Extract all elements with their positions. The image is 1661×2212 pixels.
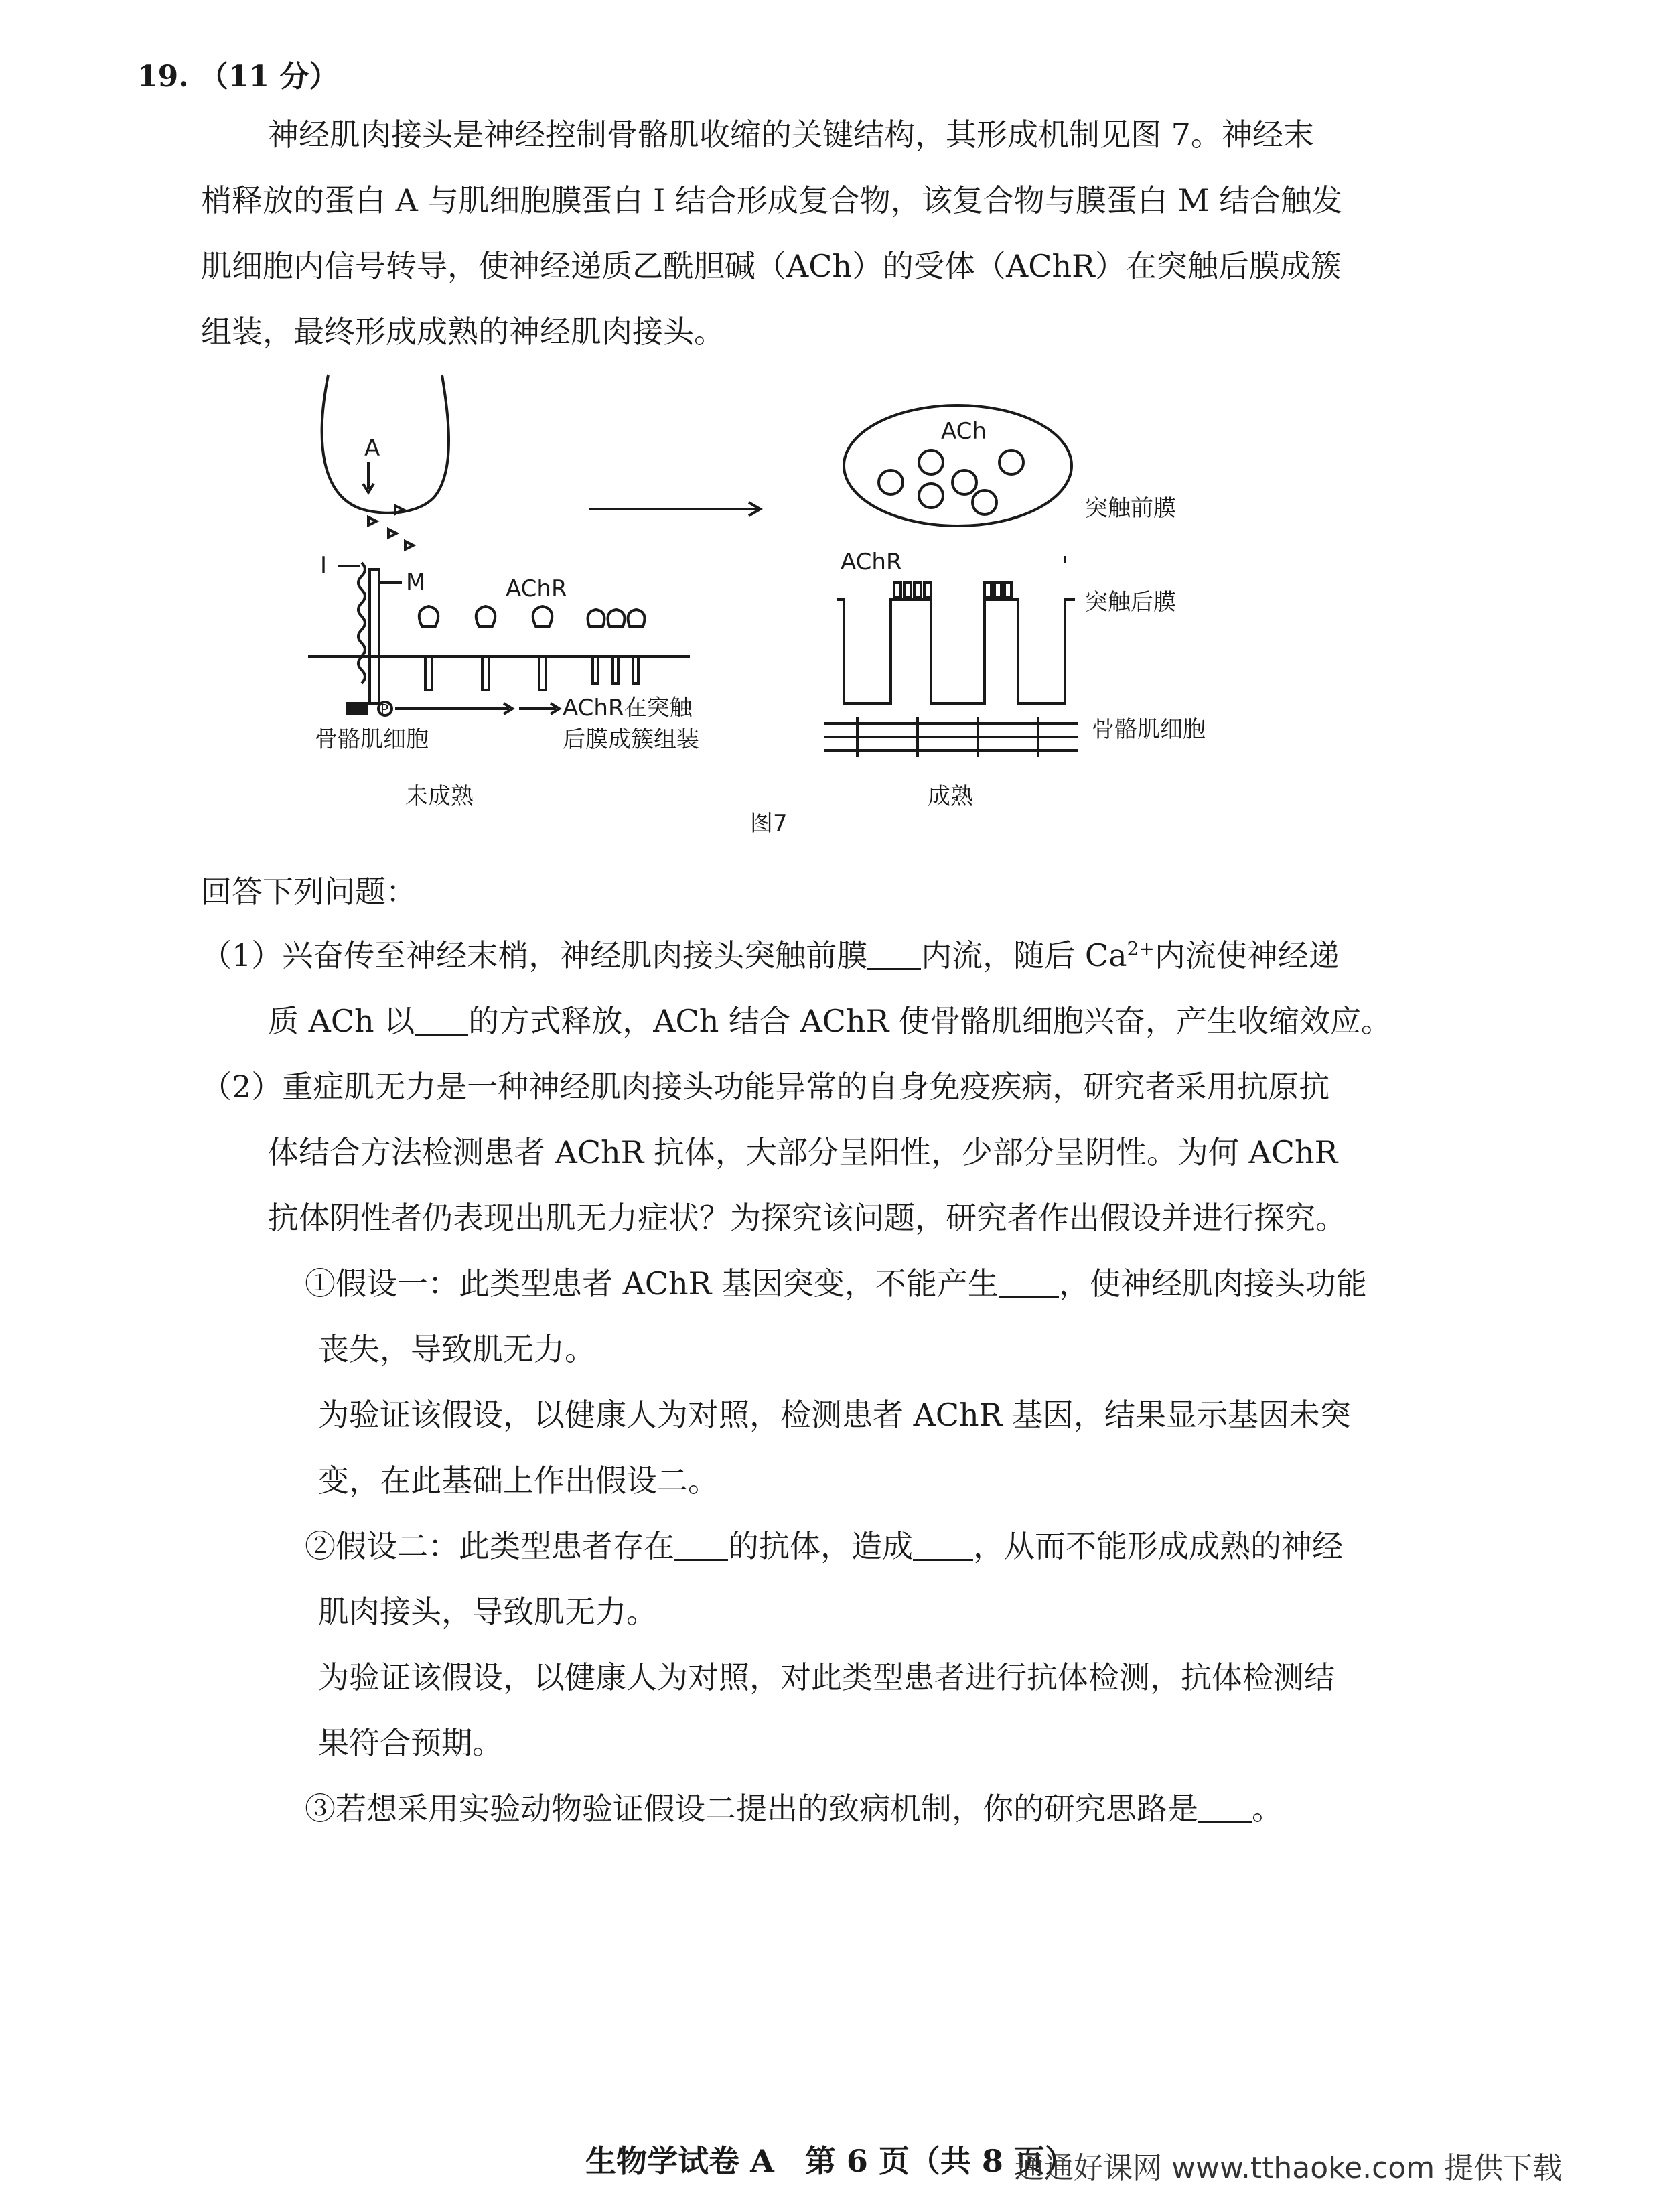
question3-line (305, 1785, 1283, 1829)
q3-text-2: 。 (1252, 1791, 1283, 1827)
hypothesis1-line1 (305, 1259, 1367, 1304)
part2-line3: 抗体阴性者仍表现出肌无力症状？为探究该问题，研究者作出假设并进行探究。 (268, 1200, 1346, 1236)
figure-caption: 图7 (750, 810, 788, 837)
part1-line2 (268, 997, 1392, 1041)
label-assembly-1: AChR在突触 (563, 695, 693, 721)
part1-text-3: 内流使神经递 (1154, 937, 1340, 973)
muscle-striations (824, 717, 1078, 757)
ach-vesicle (879, 470, 903, 494)
label-achr-right: AChR (841, 549, 902, 575)
label-ach: ACh (941, 418, 987, 445)
watermark: 通通好课网 www.tthaoke.com 提供下载 (1015, 2151, 1563, 2185)
hypothesis2-line1 (305, 1522, 1343, 1566)
answer-blank[interactable] (415, 1007, 468, 1036)
answer-blank[interactable] (913, 1532, 973, 1561)
verify1-line2: 变，在此基础上作出假设二。 (318, 1462, 719, 1499)
answer-blank[interactable] (999, 1269, 1059, 1298)
intro-line-3: 肌细胞内信号转导，使神经递质乙酰胆碱（ACh）的受体（AChR）在突触后膜成簇 (201, 248, 1342, 284)
label-mature: 成熟 (928, 783, 973, 810)
question-number (137, 52, 338, 95)
hypothesis2-line2: 肌肉接头，导致肌无力。 (318, 1594, 657, 1630)
question-score: （11 分） (198, 60, 339, 94)
intro-line-4: 组装，最终形成成熟的神经肌肉接头。 (201, 314, 725, 350)
h2-text-2: 的抗体，造成 (728, 1528, 913, 1564)
hypothesis1-line2: 丧失，导致肌无力。 (318, 1331, 595, 1367)
label-m: M (406, 569, 426, 596)
neuromuscular-junction-diagram (288, 362, 1279, 851)
achr-receptors-left (419, 606, 645, 690)
part1-text-5: 的方式释放，ACh 结合 AChR 使骨骼肌细胞兴奋，产生收缩效应。 (468, 1003, 1392, 1039)
h2-text-3: ，从而不能形成成熟的神经 (973, 1528, 1343, 1564)
part2-line1 (201, 1062, 1329, 1107)
q3-text-1: ③若想采用实验动物验证假设二提出的致病机制，你的研究思路是 (305, 1791, 1198, 1827)
intro-line-2: 梢释放的蛋白 A 与肌细胞膜蛋白 I 结合形成复合物，该复合物与膜蛋白 M 结合触发 (201, 182, 1343, 218)
h1-text-2: ，使神经肌肉接头功能 (1058, 1265, 1367, 1302)
intro-line-1: 神经肌肉接头是神经控制骨骼肌收缩的关键结构，其形成机制见图 7。神经末 (268, 117, 1314, 153)
part1-superscript: 2+ (1127, 937, 1155, 960)
h1-text-1: ①假设一：此类型患者 AChR 基因突变，不能产生 (305, 1265, 999, 1302)
protein-i-squiggle (358, 563, 365, 683)
part1-text-2: 内流，随后 Ca (921, 937, 1127, 973)
part2-line2: 体结合方法检测患者 AChR 抗体，大部分呈阳性，少部分呈阴性。为何 AChR (268, 1134, 1338, 1170)
postsynaptic-membrane-folds (837, 600, 1075, 703)
label-assembly-2: 后膜成簇组装 (563, 726, 699, 753)
page-footer: 生物学试卷 A 第 6 页（共 8 页） (585, 2143, 1076, 2179)
part1-text-4: 质 ACh 以 (268, 1003, 415, 1039)
label-postsynaptic: 突触后膜 (1085, 589, 1176, 616)
achr-clusters-right (894, 583, 1011, 598)
label-a: A (364, 435, 380, 462)
answer-blank[interactable] (674, 1532, 728, 1561)
label-immature: 未成熟 (405, 783, 474, 810)
part1-line1 (201, 931, 1340, 975)
verify2-line1: 为验证该假设，以健康人为对照，对此类型患者进行抗体检测，抗体检测结 (318, 1659, 1335, 1696)
label-muscle-right: 骨骼肌细胞 (1092, 716, 1206, 743)
label-achr-left: AChR (506, 575, 567, 602)
h2-text-1: ②假设二：此类型患者存在 (305, 1528, 674, 1564)
verify1-line1: 为验证该假设，以健康人为对照，检测患者 AChR 基因，结果显示基因未突 (318, 1397, 1351, 1433)
answer-prompt: 回答下列问题： (201, 874, 417, 910)
label-muscle-left: 骨骼肌细胞 (315, 726, 429, 753)
verify2-line2: 果符合预期。 (318, 1725, 503, 1761)
part2-number: （2） (201, 1068, 283, 1105)
part2-text-1: 重症肌无力是一种神经肌肉接头功能异常的自身免疫疾病，研究者采用抗原抗 (282, 1068, 1330, 1105)
question-index: 19. (137, 60, 189, 94)
label-presynaptic: 突触前膜 (1085, 495, 1176, 522)
answer-blank[interactable] (1198, 1795, 1252, 1823)
answer-blank[interactable] (867, 941, 921, 970)
nerve-terminal-shape (322, 375, 449, 513)
protein-m (370, 569, 379, 703)
label-i: I (320, 552, 328, 579)
part1-text-1: 兴奋传至神经末梢，神经肌肉接头突触前膜 (282, 937, 868, 973)
figure-7 (288, 362, 1279, 851)
part1-number: （1） (201, 937, 283, 973)
label-p: P (380, 701, 389, 717)
